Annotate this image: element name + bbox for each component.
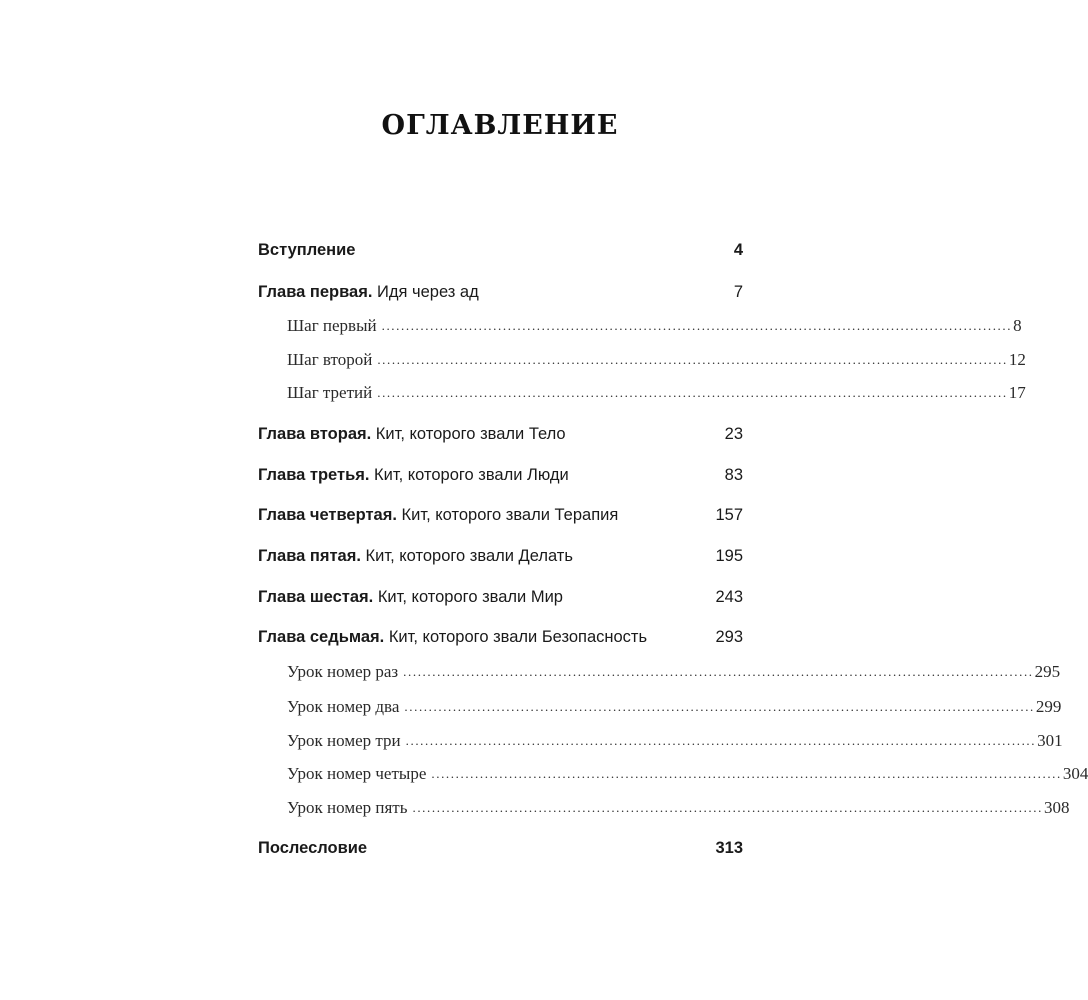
toc-entry-chapter-1[interactable]	[258, 283, 743, 302]
entry-title: Послесловие	[258, 839, 368, 857]
entry-title: Урок номер пять	[287, 798, 408, 817]
entry-page-number: 293	[715, 628, 743, 646]
entry-page-number: 195	[715, 547, 743, 565]
entry-title: Урок номер три	[287, 731, 401, 750]
toc-entry-chapter-3[interactable]	[258, 466, 743, 485]
toc-entry-chapter-5[interactable]	[258, 547, 743, 566]
dot-leader: ..................................................................................................................................	[431, 766, 1062, 781]
entry-title: Урок номер два	[287, 697, 400, 716]
toc-entry-step-1[interactable]	[287, 316, 1022, 336]
toc-entry-lesson-5[interactable]	[287, 798, 1070, 818]
dot-leader: ..................................................................................................................................	[412, 800, 1043, 815]
entry-page-number: 313	[715, 839, 743, 857]
toc-entry-chapter-6[interactable]	[258, 588, 743, 607]
entry-page-number: 12	[1008, 350, 1026, 369]
dot-leader: ..................................................................................................................................	[377, 385, 1008, 400]
entry-page-number: 17	[1008, 383, 1026, 402]
dot-leader: ..................................................................................................................................	[377, 352, 1008, 367]
entry-title: Шаг третий	[287, 383, 373, 402]
entry-page-number: 304	[1062, 764, 1088, 783]
dot-leader: ..................................................................................................................................	[381, 318, 1013, 333]
entry-title: Глава третья. Кит, которого звали Люди	[258, 466, 569, 484]
entry-page-number: 243	[715, 588, 743, 606]
dot-leader: ..................................................................................................................................	[405, 733, 1037, 748]
entry-title: Глава пятая. Кит, которого звали Делать	[258, 547, 573, 565]
toc-entry-introduction[interactable]	[258, 241, 743, 260]
entry-title: Глава шестая. Кит, которого звали Мир	[258, 588, 563, 606]
entry-page-number: 299	[1035, 697, 1062, 716]
toc-entry-lesson-3[interactable]	[287, 731, 1063, 751]
entry-title: Глава седьмая. Кит, которого звали Безопасность	[258, 628, 648, 646]
toc-entry-lesson-1[interactable]	[287, 662, 1061, 682]
dot-leader: ..................................................................................................................................	[404, 699, 1035, 714]
toc-entry-chapter-7[interactable]	[258, 628, 743, 647]
entry-title: Урок номер четыре	[287, 764, 427, 783]
toc-entry-lesson-4[interactable]	[287, 764, 1088, 784]
entry-page-number: 23	[724, 425, 743, 443]
toc-entry-chapter-4[interactable]	[258, 506, 743, 525]
toc-entry-lesson-2[interactable]	[287, 697, 1062, 717]
entry-page-number: 157	[715, 506, 743, 524]
entry-page-number: 301	[1037, 731, 1063, 750]
toc-entry-afterword[interactable]	[258, 839, 743, 858]
entry-title: Глава вторая. Кит, которого звали Тело	[258, 425, 566, 443]
entry-page-number: 308	[1043, 798, 1070, 817]
entry-page-number: 4	[733, 241, 743, 259]
toc-entry-chapter-2[interactable]	[258, 425, 743, 444]
entry-page-number: 295	[1034, 662, 1061, 681]
entry-page-number: 8	[1013, 316, 1022, 335]
page-title: ОГЛАВЛЕНИЕ	[381, 110, 619, 141]
toc-entry-step-2[interactable]	[287, 350, 1026, 370]
dot-leader: ..................................................................................................................................	[403, 664, 1034, 679]
entry-title: Урок номер раз	[287, 662, 399, 681]
entry-page-number: 83	[724, 466, 743, 484]
entry-title: Шаг второй	[287, 350, 373, 369]
entry-page-number: 7	[733, 283, 743, 301]
toc-entry-step-3[interactable]	[287, 383, 1026, 403]
entry-title: Вступление	[258, 241, 356, 259]
entry-title: Глава четвертая. Кит, которого звали Терапия	[258, 506, 619, 524]
entry-title: Шаг первый	[287, 316, 377, 335]
entry-title: Глава первая. Идя через ад	[258, 283, 479, 301]
